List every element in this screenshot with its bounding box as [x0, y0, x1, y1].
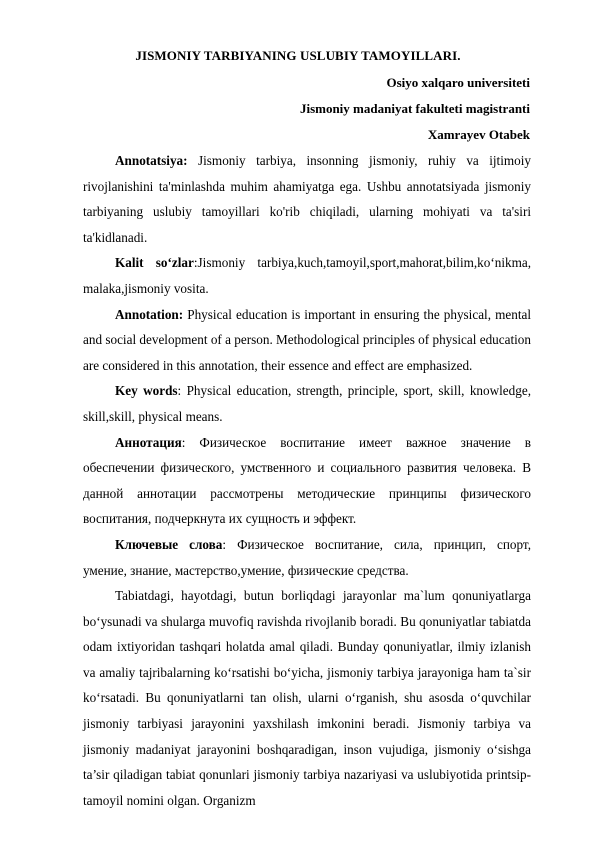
author-name: Xamrayev Otabek — [427, 127, 530, 142]
abstract-en-label: Annotation: — [115, 306, 184, 322]
paper-body — [83, 148, 531, 813]
keywords-en-label: Key words — [115, 383, 178, 399]
keywords-ru — [83, 532, 531, 583]
keywords-en-text: : Physical education, strength, principle, sport, skill, knowledge, skill,skill, physical means. — [83, 383, 531, 424]
author-position: Jismoniy madaniyat fakulteti magistranti — [299, 101, 530, 116]
abstract-en — [83, 302, 531, 379]
intro-paragraph — [83, 583, 531, 813]
keywords-uz-label: Kalit so‘zlar — [115, 255, 194, 271]
abstract-uz-text: Jismoniy tarbiya, insonning jismoniy, ruhiy va ijtimoiy rivojlanishini ta'minlashda muhim ahamiyatga ega. Ushbu annotatsiyada jismoniy tarbiyaning uslubiy tamoyillari ko'rib chiqiladi, ularning mohiyati va ta'siri ta'kidlanadi. — [83, 153, 531, 245]
keywords-ru-label: Ключевые слова — [115, 536, 223, 552]
keywords-ru-text: : Физическое воспитание, сила, принцип, спорт, умение, знание, мастерство,умение, физические средства. — [83, 536, 531, 578]
keywords-uz — [83, 250, 531, 301]
abstract-en-text: Physical education is important in ensuring the physical, mental and social development of a person. Methodological principles of physical education are considered in this annotation, their essence and effect are emphasized. — [83, 306, 531, 373]
abstract-uz — [83, 148, 531, 250]
abstract-ru-text: : Физическое воспитание имеет важное значение в обеспечении физического, умственного и социального развития человека. В данной аннотации рассмотрены методические принципы физического воспитания, подчеркнута их сущность и эффект. — [83, 434, 531, 527]
abstract-ru-label: Аннотация — [115, 434, 182, 450]
intro-paragraph-text: Tabiatdagi, hayotdagi, butun borliqdagi jarayonlar ma`lum qonuniyatlarga bo‘ysunadi va shularga muvofiq ravishda rivojlanib boradi. Bu qonuniyatlar tabiatda odam ixtiyoridan tashqari holatda amal qiladi. Bunday qonuniyatlar, ilmiy izlanish va amaliy tajribalarning ko‘rsatishi bo‘yicha, jismoniy tarbiya jarayoniga ham ta`sir ko‘rsatadi. Bu qonuniyatlarni tan olish, ularni o‘rganish, shu asosda o‘quvchilar jismoniy tarbiyasi jarayonini yaxshilash imkonini beradi. Jismoniy tarbiya va jismoniy madaniyat jarayonini boshqaradigan, inson vujudiga, jismoniy o‘sishga ta’sir qiladigan tabiat qonunlari jismoniy tarbiya nazariyasi va uslubiyotida printsip-tamoyil nomini olgan. Organizm — [83, 588, 531, 808]
paper-title: JISMONIY TARBIYANING USLUBIY TAMOYILLARI. — [135, 48, 461, 63]
author-university: Osiyo xalqaro universiteti — [386, 75, 530, 90]
abstract-ru — [83, 430, 531, 532]
keywords-uz-text: :Jismoniy tarbiya,kuch,tamoyil,sport,mahorat,bilim,ko‘nikma, malaka,jismoniy vosita. — [83, 255, 531, 296]
abstract-uz-label: Annotatsiya: — [115, 153, 188, 168]
keywords-en — [83, 378, 531, 429]
